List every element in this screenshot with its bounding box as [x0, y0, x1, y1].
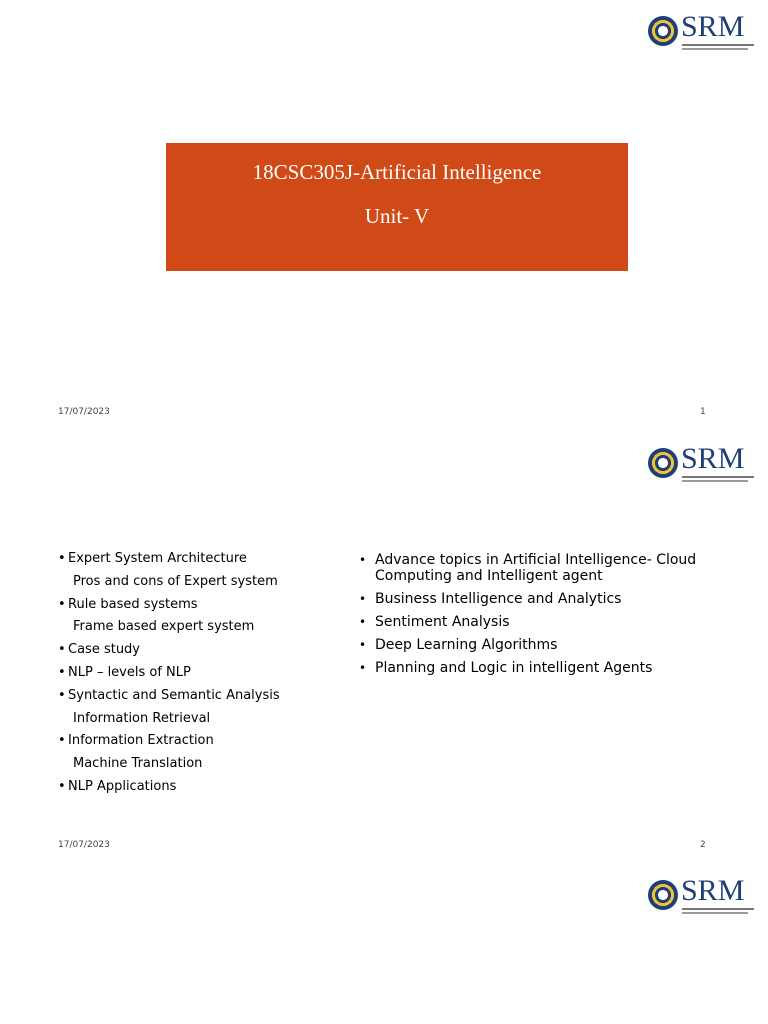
srm-logo — [648, 876, 756, 916]
slide-title: 18CSC305J-Artificial Intelligence — [252, 160, 542, 184]
slide-3 — [0, 864, 768, 1024]
topic-sub-item: Information Retrieval — [73, 710, 211, 726]
srm-logo-text: SRM — [681, 10, 745, 43]
topic-list-item: • Planning and Logic in intelligent Agents — [359, 660, 731, 676]
right-topic-list — [359, 552, 731, 683]
topic-list-item: • Business Intelligence and Analytics — [359, 591, 731, 607]
topic-list-item: • Expert System Architecture — [58, 548, 348, 571]
slide-2 — [0, 432, 768, 862]
slide-1 — [0, 0, 768, 430]
footer-date: 17/07/2023 — [58, 407, 110, 417]
topic-list-item: • NLP – levels of NLP — [58, 662, 348, 685]
left-topic-list — [58, 548, 348, 799]
srm-seal-icon — [648, 16, 678, 46]
logo-tagline-line — [682, 908, 754, 910]
srm-seal-icon — [648, 448, 678, 478]
logo-tagline-line — [682, 476, 754, 478]
srm-logo — [648, 12, 756, 52]
srm-logo-text: SRM — [681, 442, 745, 475]
topic-sub-item: Frame based expert system — [73, 619, 255, 635]
srm-seal-icon — [648, 880, 678, 910]
title-box — [166, 143, 628, 271]
logo-tagline-line — [682, 48, 748, 50]
slide-number: 1 — [700, 407, 706, 417]
slide-number: 2 — [700, 840, 706, 850]
topic-list-item: • Syntactic and Semantic Analysis — [58, 685, 348, 708]
topic-list-item: • Case study — [58, 639, 348, 662]
topic-list-item: • Sentiment Analysis — [359, 614, 731, 630]
slide-subtitle: Unit- V — [364, 204, 430, 228]
footer-date: 17/07/2023 — [58, 840, 110, 850]
topic-list-item: • NLP Applications — [58, 776, 348, 799]
srm-logo-text: SRM — [681, 874, 745, 907]
topic-list-item: • Deep Learning Algorithms — [359, 637, 731, 653]
logo-tagline-line — [682, 44, 754, 46]
logo-tagline-line — [682, 912, 748, 914]
topic-sub-item: Pros and cons of Expert system — [73, 573, 278, 589]
topic-list-item: • Rule based systems — [58, 594, 348, 617]
topic-list-item: • Information Extraction — [58, 730, 348, 753]
logo-tagline-line — [682, 480, 748, 482]
topic-list-item: • Advance topics in Artificial Intelligence- Cloud Computing and Intelligent agent — [359, 552, 731, 584]
srm-logo — [648, 444, 756, 484]
topic-sub-item: Machine Translation — [73, 756, 203, 772]
